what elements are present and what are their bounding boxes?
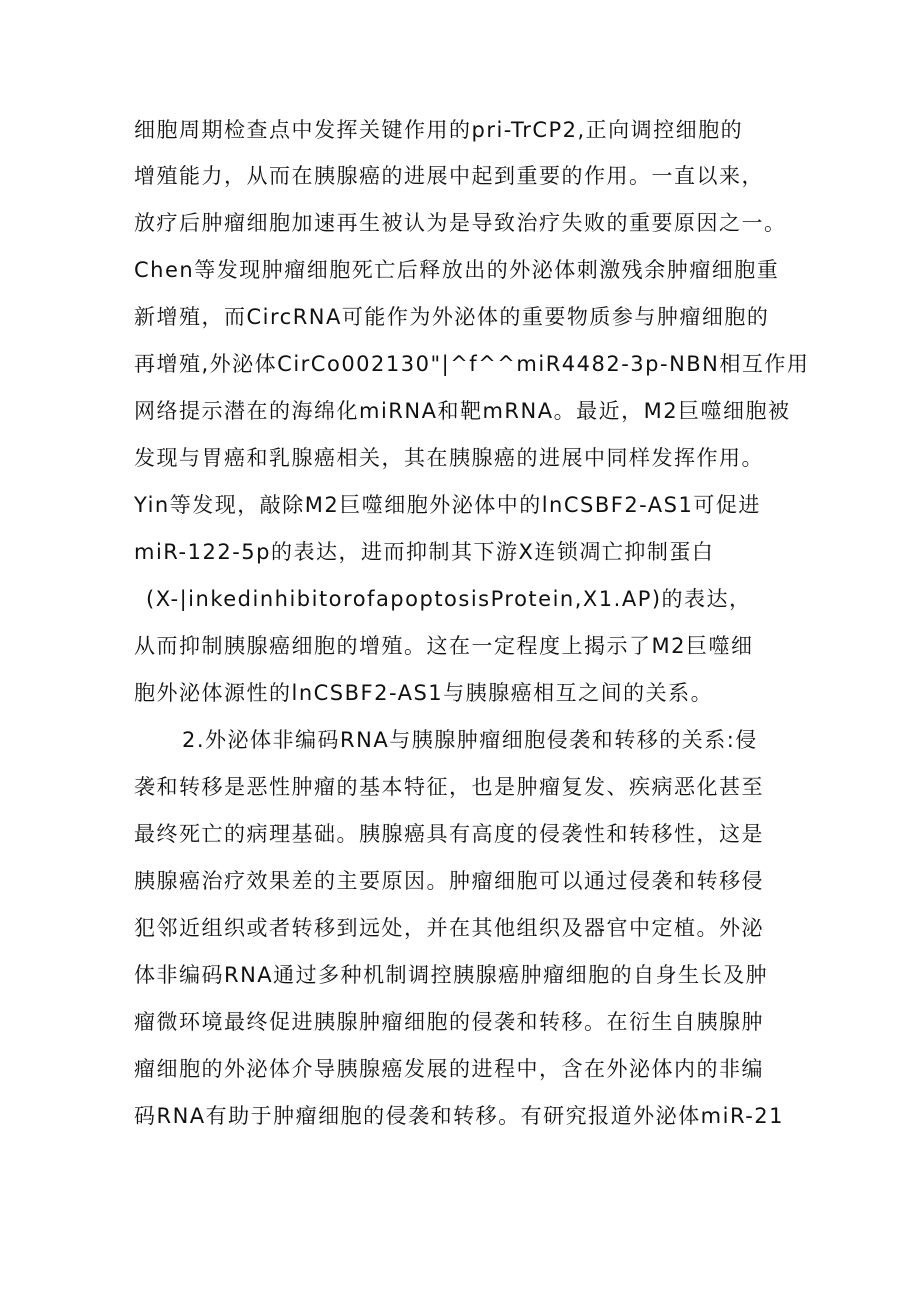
text-line: 袭和转移是恶性肿瘤的基本特征，也是肿瘤复发、疾病恶化甚至 [134, 775, 764, 799]
text-line: 瘤细胞的外泌体介导胰腺癌发展的进程中，含在外泌体内的非编 [134, 1057, 764, 1081]
text-line: 发现与胃癌和乳腺癌相关，其在胰腺癌的进展中同样发挥作用。 [134, 446, 764, 470]
text-line: Chen等发现肿瘤细胞死亡后释放出的外泌体刺激残余肿瘤细胞重 [134, 258, 780, 282]
text-line: miR-122-5p的表达，进而抑制其下游X连锁凋亡抑制蛋白 [134, 540, 715, 564]
text-line: 放疗后肿瘤细胞加速再生被认为是导致治疗失败的重要原因之一。 [134, 211, 787, 235]
text-line: 瘤微环境最终促进胰腺肿瘤细胞的侵袭和转移。在衍生自胰腺肿 [134, 1010, 764, 1034]
section-heading-line: 2.外泌体非编码RNA与胰腺肿瘤细胞侵袭和转移的关系:侵 [182, 728, 758, 752]
text-line: (X-|inkedinhibitorofapoptosisProtein,X1.AP)的表达， [146, 587, 752, 611]
text-line: 再增殖,外泌体CirCo002130"|^f^^miR4482-3p-NBN相互作用 [134, 352, 810, 376]
text-line: 体非编码RNA通过多种机制调控胰腺癌肿瘤细胞的自身生长及肿 [134, 963, 769, 987]
text-line: 犯邻近组织或者转移到远处，并在其他组织及器官中定植。外泌 [134, 916, 764, 940]
text-line: 新增殖，而CircRNA可能作为外泌体的重要物质参与肿瘤细胞的 [134, 305, 770, 329]
text-line: 码RNA有助于肿瘤细胞的侵袭和转移。有研究报道外泌体miR-21 [134, 1104, 784, 1128]
text-line: 从而抑制胰腺癌细胞的增殖。这在一定程度上揭示了M2巨噬细 [134, 634, 754, 658]
text-line: 网络提示潜在的海绵化miRNA和靶mRNA。最近，M2巨噬细胞被 [134, 399, 791, 423]
text-line: 胞外泌体源性的lnCSBF2-AS1与胰腺癌相互之间的关系。 [134, 681, 714, 705]
text-line: 胰腺癌治疗效果差的主要原因。肿瘤细胞可以通过侵袭和转移侵 [134, 869, 764, 893]
text-line: Yin等发现，敲除M2巨噬细胞外泌体中的lnCSBF2-AS1可促进 [134, 493, 761, 517]
text-line: 增殖能力，从而在胰腺癌的进展中起到重要的作用。一直以来， [134, 164, 764, 188]
text-line: 细胞周期检查点中发挥关键作用的pri-TrCP2,正向调控细胞的 [134, 118, 744, 142]
text-line: 最终死亡的病理基础。胰腺癌具有高度的侵袭性和转移性，这是 [134, 822, 764, 846]
